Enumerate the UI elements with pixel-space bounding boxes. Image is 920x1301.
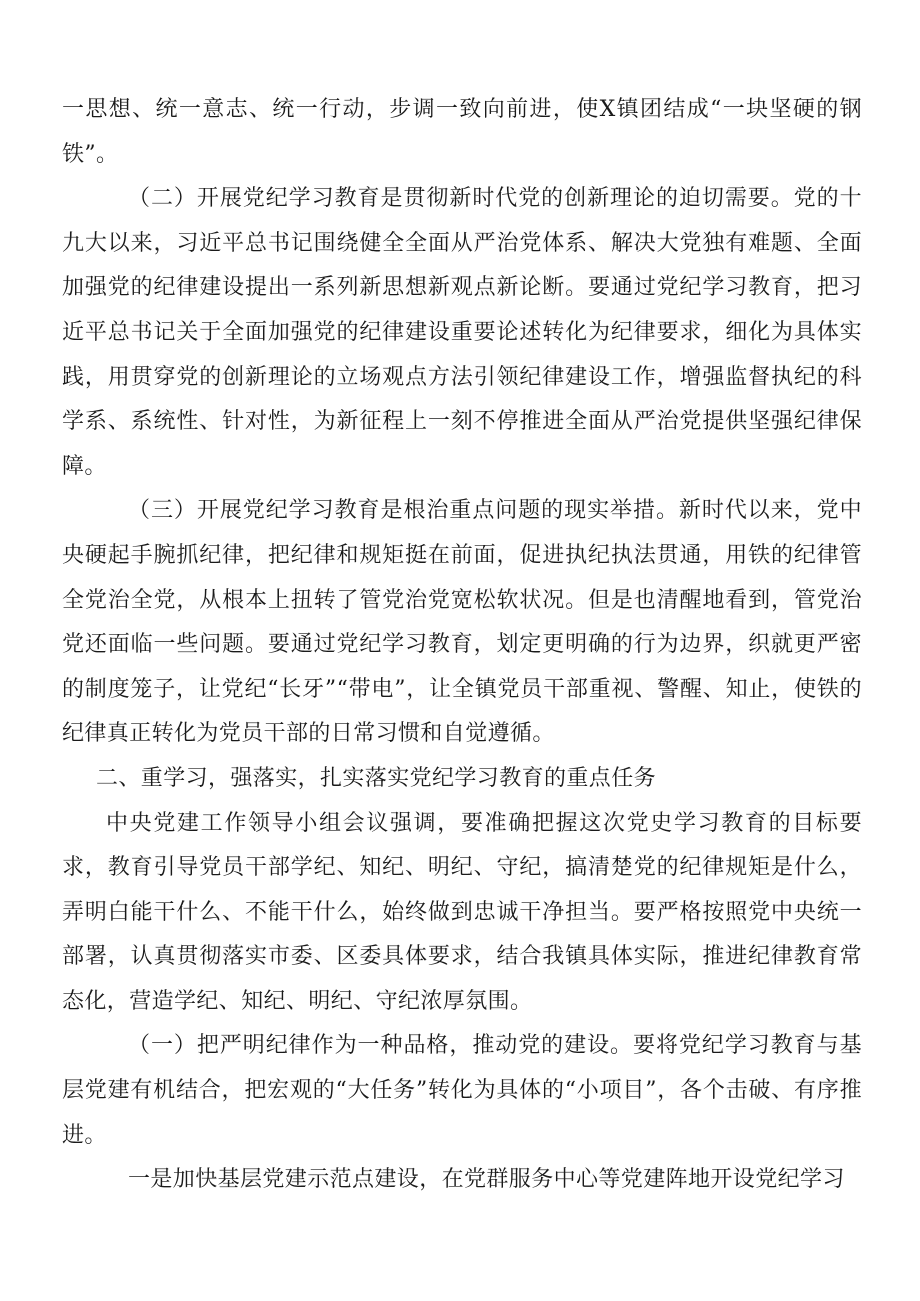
section-heading: 二、重学习，强落实，扎实落实党纪学习教育的重点任务	[96, 765, 657, 791]
paragraph-intro: 中央党建工作领导小组会议强调，要准确把握这次党史学习教育的目标要求，教育引导党员干部学纪、知纪、明纪、守纪，搞清楚党的纪律规矩是什么，弄明白能干什么、不能干什么，始终做到忠诚干净担当。要严格按照党中央统一部署，认真贯彻落实市委、区委具体要求，结合我镇具体实际，推进纪律教育常态化，营造学纪、知纪、明纪、守纪浓厚氛围。	[62, 810, 862, 1014]
paragraph-section-2: （二）开展党纪学习教育是贯彻新时代党的创新理论的迫切需要。党的十九大以来，习近平总书记围绕健全全面从严治党体系、解决大党独有难题、全面加强党的纪律建设提出一系列新思想新观点新论断。要通过党纪学习教育，把习近平总书记关于全面加强党的纪律建设重要论述转化为纪律要求，细化为具体实践，用贯穿党的创新理论的立场观点方法引领纪律建设工作，增强监督执纪的科学系、系统性、针对性，为新征程上一刻不停推进全面从严治党提供坚强纪律保障。	[62, 186, 862, 479]
document-page	[62, 88, 862, 1203]
paragraph-item-1: 一是加快基层党建示范点建设，在党群服务中心等党建阵地开设党纪学习	[128, 1167, 845, 1193]
paragraph-continued: 一思想、统一意志、统一行动，步调一致向前进，使X镇团结成“一块坚硬的钢铁”。	[62, 97, 862, 167]
paragraph-section-3: （三）开展党纪学习教育是根治重点问题的现实举措。新时代以来，党中央硬起手腕抓纪律，把纪律和规矩挺在前面，促进执纪执法贯通，用铁的纪律管全党治全党，从根本上扭转了管党治党宽松软状况。但是也清醒地看到，管党治党还面临一些问题。要通过党纪学习教育，划定更明确的行为边界，织就更严密的制度笼子，让党纪“长牙”“带电”，让全镇党员干部重视、警醒、知止，使铁的纪律真正转化为党员干部的日常习惯和自觉遵循。	[62, 498, 862, 747]
paragraph-subsection-1: （一）把严明纪律作为一种品格，推动党的建设。要将党纪学习教育与基层党建有机结合，把宏观的“大任务”转化为具体的“小项目”，各个击破、有序推进。	[62, 1033, 862, 1148]
